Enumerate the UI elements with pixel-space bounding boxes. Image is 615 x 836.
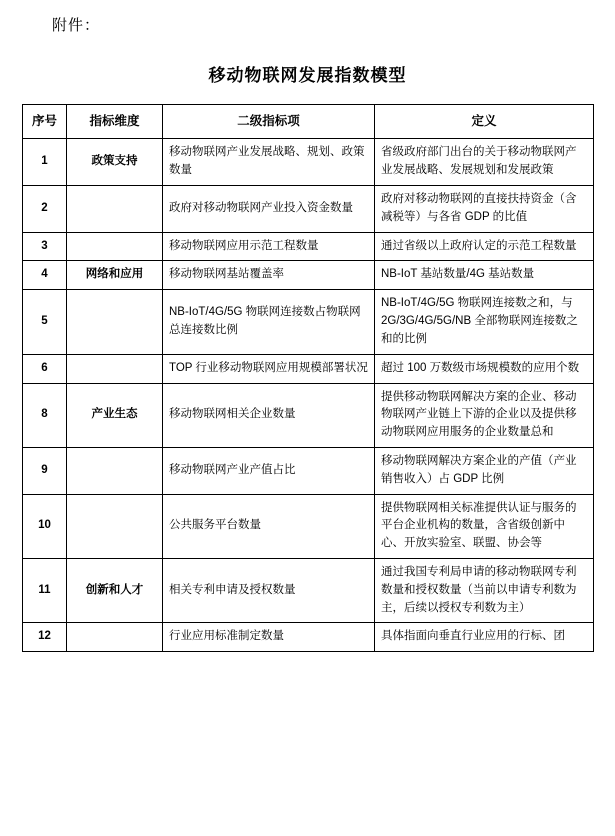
cell-sub-indicator: TOP 行业移动物联网应用规模部署状况 xyxy=(163,354,375,383)
cell-dimension xyxy=(67,186,163,233)
cell-sub-indicator: 移动物联网相关企业数量 xyxy=(163,383,375,447)
cell-dimension: 政策支持 xyxy=(67,139,163,186)
cell-definition: NB-IoT 基站数量/4G 基站数量 xyxy=(375,261,594,290)
cell-sub-indicator: 移动物联网应用示范工程数量 xyxy=(163,232,375,261)
cell-sub-indicator: 移动物联网基站覆盖率 xyxy=(163,261,375,290)
cell-no: 9 xyxy=(23,447,67,494)
cell-no: 1 xyxy=(23,139,67,186)
cell-no: 11 xyxy=(23,559,67,623)
cell-definition: 超过 100 万数级市场规模数的应用个数 xyxy=(375,354,594,383)
cell-sub-indicator: 移动物联网产业产值占比 xyxy=(163,447,375,494)
table-row xyxy=(23,139,594,186)
cell-no: 12 xyxy=(23,623,67,652)
cell-dimension xyxy=(67,354,163,383)
cell-dimension: 创新和人才 xyxy=(67,559,163,623)
cell-dimension xyxy=(67,494,163,558)
table-row xyxy=(23,623,594,652)
page-title: 移动物联网发展指数模型 xyxy=(208,66,407,85)
cell-sub-indicator: 移动物联网产业发展战略、规划、政策数量 xyxy=(163,139,375,186)
table-row xyxy=(23,383,594,447)
table-row xyxy=(23,186,594,233)
cell-definition: 移动物联网解决方案企业的产值（产业销售收入）占 GDP 比例 xyxy=(375,447,594,494)
cell-definition: NB-IoT/4G/5G 物联网连接数之和，与 2G/3G/4G/5G/NB 全部物联网连接数之和的比例 xyxy=(375,290,594,354)
column-header-sub-indicator: 二级指标项 xyxy=(163,105,375,139)
cell-dimension xyxy=(67,290,163,354)
table-row xyxy=(23,261,594,290)
cell-definition: 提供物联网相关标准提供认证与服务的平台企业机构的数量，含省级创新中心、开放实验室、联盟、协会等 xyxy=(375,494,594,558)
cell-definition: 提供移动物联网解决方案的企业、移动物联网产业链上下游的企业以及提供移动物联网应用服务的企业数量总和 xyxy=(375,383,594,447)
table-body xyxy=(23,139,594,652)
cell-definition: 具体指面向垂直行业应用的行标、团 xyxy=(375,623,594,652)
cell-no: 10 xyxy=(23,494,67,558)
cell-no: 4 xyxy=(23,261,67,290)
table-header-row xyxy=(23,105,594,139)
cell-sub-indicator: NB-IoT/4G/5G 物联网连接数占物联网总连接数比例 xyxy=(163,290,375,354)
cell-dimension xyxy=(67,232,163,261)
cell-dimension xyxy=(67,447,163,494)
cell-definition: 通过我国专利局申请的移动物联网专利数量和授权数量（当前以申请专利数为主，后续以授权专利数为主） xyxy=(375,559,594,623)
cell-sub-indicator: 公共服务平台数量 xyxy=(163,494,375,558)
cell-dimension: 网络和应用 xyxy=(67,261,163,290)
cell-sub-indicator: 相关专利申请及授权数量 xyxy=(163,559,375,623)
cell-no: 2 xyxy=(23,186,67,233)
cell-no: 8 xyxy=(23,383,67,447)
cell-no: 5 xyxy=(23,290,67,354)
cell-no: 6 xyxy=(23,354,67,383)
table-row xyxy=(23,494,594,558)
cell-definition: 通过省级以上政府认定的示范工程数量 xyxy=(375,232,594,261)
column-header-no: 序号 xyxy=(23,105,67,139)
table-row xyxy=(23,232,594,261)
cell-dimension: 产业生态 xyxy=(67,383,163,447)
table-row xyxy=(23,559,594,623)
table-row xyxy=(23,447,594,494)
cell-no: 3 xyxy=(23,232,67,261)
document-page xyxy=(0,14,615,836)
table-row xyxy=(23,290,594,354)
column-header-definition: 定义 xyxy=(375,105,594,139)
cell-definition: 省级政府部门出台的关于移动物联网产业发展战略、发展规划和发展政策 xyxy=(375,139,594,186)
attachment-label: 附件： xyxy=(52,18,101,34)
cell-definition: 政府对移动物联网的直接扶持资金（含减税等）与各省 GDP 的比值 xyxy=(375,186,594,233)
table-row xyxy=(23,354,594,383)
index-model-table xyxy=(22,104,594,652)
cell-dimension xyxy=(67,623,163,652)
cell-sub-indicator: 政府对移动物联网产业投入资金数量 xyxy=(163,186,375,233)
cell-sub-indicator: 行业应用标准制定数量 xyxy=(163,623,375,652)
column-header-dimension: 指标维度 xyxy=(67,105,163,139)
